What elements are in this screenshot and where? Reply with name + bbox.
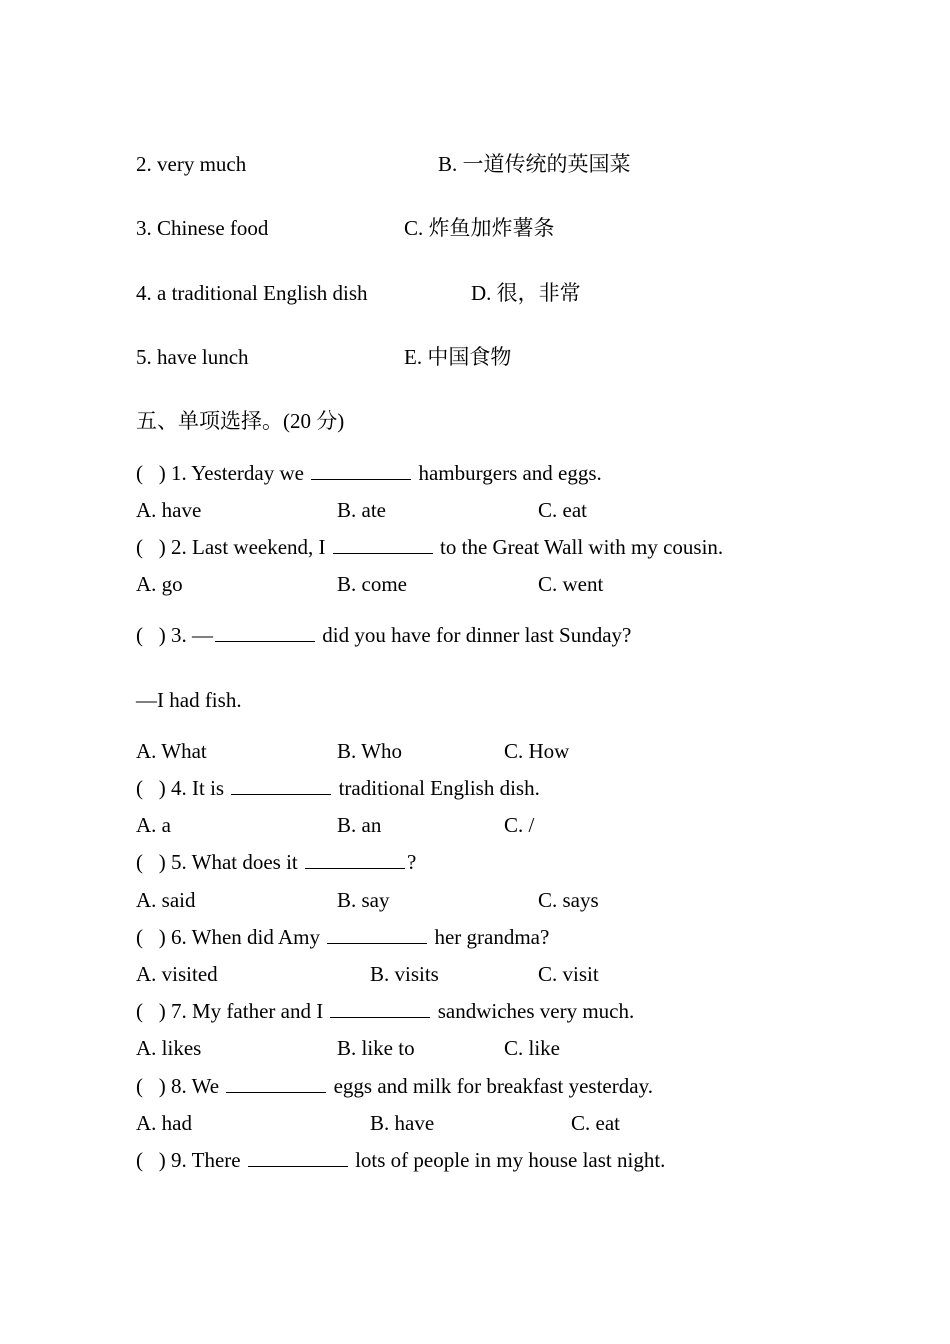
answer-blank [215, 623, 315, 642]
answer-blank [231, 776, 331, 795]
option-b: B. Who [337, 739, 402, 763]
option-c: C. like [504, 1036, 560, 1060]
question-text: 8. We [171, 1074, 220, 1098]
answer-blank [311, 461, 411, 480]
option-a: A. go [136, 572, 183, 596]
question-6 [136, 925, 549, 949]
option-c: C. How [504, 739, 570, 763]
matching-right-d [471, 281, 581, 305]
question-8 [136, 1074, 653, 1098]
option-b: B. say [337, 888, 390, 912]
section-heading-title: 五、单项选择。 [136, 409, 283, 433]
answer-paren: ( ) [136, 999, 166, 1023]
question-text-after: sandwiches very much. [437, 999, 635, 1023]
dialogue-answer: —I had fish. [136, 688, 242, 712]
option-b: B. an [337, 813, 382, 837]
option-c: C. eat [538, 498, 587, 522]
matching-left-3: 3. Chinese food [136, 216, 269, 240]
question-text-after: did you have for dinner last Sunday? [322, 623, 632, 647]
answer-paren: ( ) [136, 850, 166, 874]
answer-paren: ( ) [136, 535, 166, 559]
question-text: 6. When did Amy [171, 925, 320, 949]
question-text: 7. My father and I [171, 999, 324, 1023]
question-4 [136, 776, 540, 800]
question-text-after: ? [407, 850, 417, 874]
option-a: A. visited [136, 962, 218, 986]
option-c: C. says [538, 888, 599, 912]
question-text-after: to the Great Wall with my cousin. [440, 535, 724, 559]
matching-text-e: 中国食物 [427, 345, 512, 369]
matching-left-4: 4. a traditional English dish [136, 281, 368, 305]
option-a: A. What [136, 739, 207, 763]
answer-paren: ( ) [136, 1148, 166, 1172]
question-text-after: her grandma? [434, 925, 550, 949]
option-b: B. ate [337, 498, 386, 522]
option-a: A. said [136, 888, 196, 912]
matching-left-2: 2. very much [136, 152, 247, 176]
option-a: A. have [136, 498, 202, 522]
option-c: C. / [504, 813, 535, 837]
answer-blank [248, 1148, 348, 1167]
option-a: A. had [136, 1111, 192, 1135]
answer-paren: ( ) [136, 623, 166, 647]
answer-paren: ( ) [136, 925, 166, 949]
matching-text-d: 很，非常 [496, 281, 581, 305]
question-3 [136, 623, 631, 647]
question-text: 9. There [171, 1148, 241, 1172]
matching-right-e [404, 345, 511, 369]
answer-paren: ( ) [136, 1074, 166, 1098]
answer-paren: ( ) [136, 776, 166, 800]
matching-right-b [438, 152, 631, 176]
question-1 [136, 461, 602, 485]
section-heading [136, 409, 344, 433]
question-9 [136, 1148, 665, 1172]
question-text: 4. It is [171, 776, 225, 800]
option-c: C. went [538, 572, 604, 596]
question-text: 2. Last weekend, I [171, 535, 326, 559]
answer-blank [333, 535, 433, 554]
question-7 [136, 999, 634, 1023]
option-c: C. visit [538, 962, 599, 986]
matching-text-b: 一道传统的英国菜 [462, 152, 631, 176]
option-a: A. a [136, 813, 171, 837]
matching-letter-d: D. [471, 281, 492, 305]
option-b: B. visits [370, 962, 439, 986]
answer-blank [330, 999, 430, 1018]
question-text: 3. — [171, 623, 213, 647]
matching-right-c [404, 216, 555, 240]
question-text: 5. What does it [171, 850, 298, 874]
answer-blank [226, 1074, 326, 1093]
option-b: B. come [337, 572, 407, 596]
matching-left-5: 5. have lunch [136, 345, 249, 369]
matching-letter-b: B. [438, 152, 458, 176]
answer-paren: ( ) [136, 461, 166, 485]
matching-text-c: 炸鱼加炸薯条 [428, 216, 555, 240]
option-b: B. like to [337, 1036, 415, 1060]
question-text-after: lots of people in my house last night. [355, 1148, 666, 1172]
answer-blank [327, 925, 427, 944]
option-a: A. likes [136, 1036, 202, 1060]
option-b: B. have [370, 1111, 435, 1135]
option-c: C. eat [571, 1111, 620, 1135]
matching-letter-e: E. [404, 345, 423, 369]
question-text-after: traditional English dish. [338, 776, 540, 800]
matching-letter-c: C. [404, 216, 424, 240]
section-heading-points: (20 分) [283, 409, 345, 433]
question-text: 1. Yesterday we [171, 461, 304, 485]
answer-blank [305, 850, 405, 869]
question-text-after: eggs and milk for breakfast yesterday. [333, 1074, 653, 1098]
question-2 [136, 535, 723, 559]
question-5 [136, 850, 416, 874]
question-text-after: hamburgers and eggs. [418, 461, 602, 485]
